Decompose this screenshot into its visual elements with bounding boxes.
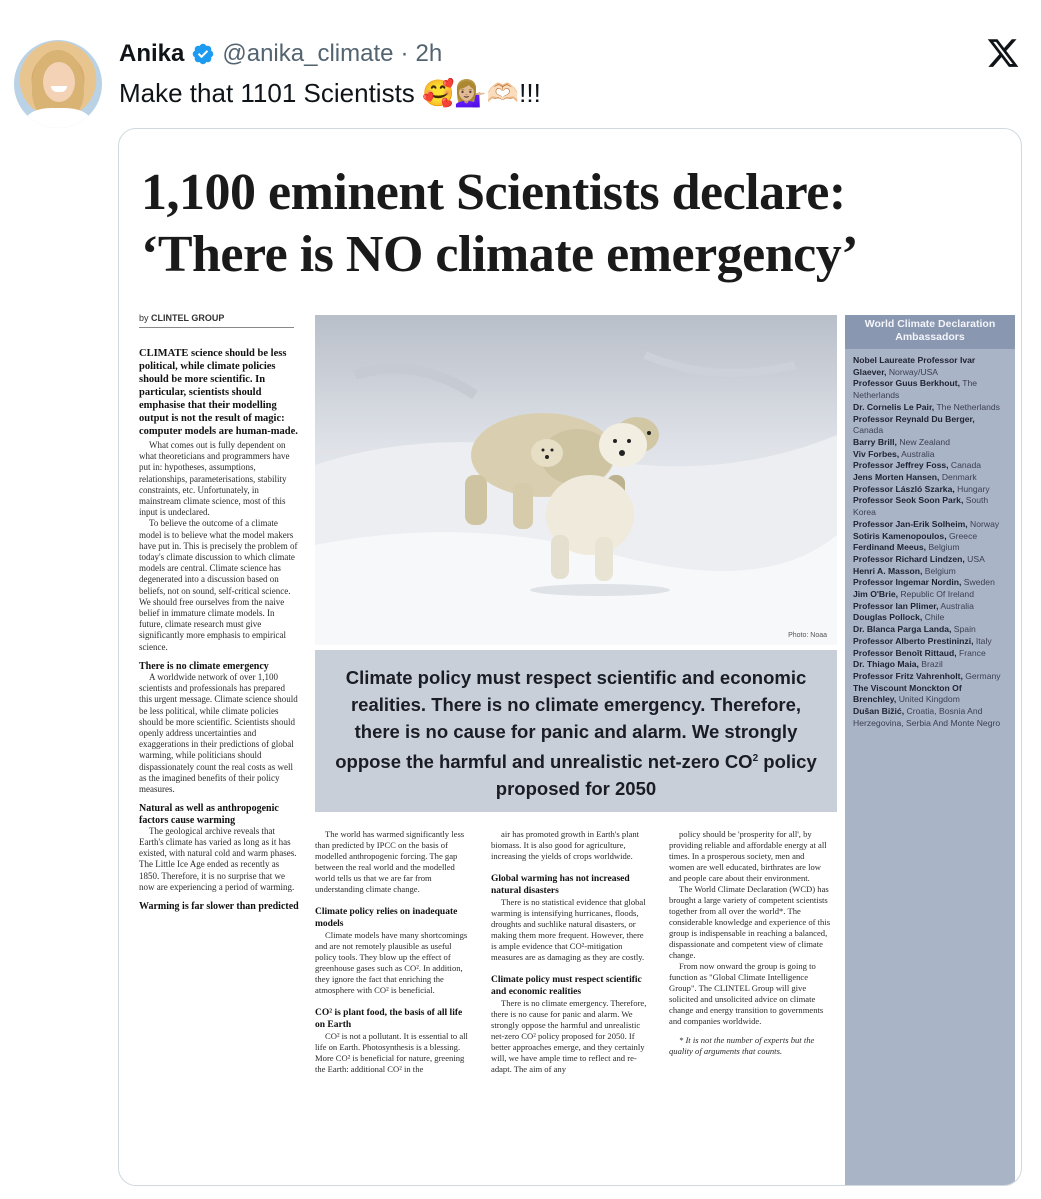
ambassador-entry: [853, 671, 1007, 683]
ambassador-entry: [853, 589, 1007, 601]
subheading-warming-slower: Warming is far slower than predicted: [139, 900, 299, 912]
ambassador-name: Dušan Bižić,: [853, 706, 905, 717]
ambassador-location: South Korea: [853, 495, 989, 518]
ambassador-name: Henri A. Masson,: [853, 565, 923, 576]
ambassador-entry: [853, 648, 1007, 660]
ambassador-location: Germany: [965, 670, 1001, 681]
ambassador-name: Douglas Pollock,: [853, 612, 923, 623]
ambassador-location: Sweden: [963, 577, 995, 588]
ambassador-entry: [853, 495, 1007, 518]
ambassador-location: Norway: [970, 518, 1000, 529]
c2-paragraph-1: The world has warmed significantly less than predicted by IPCC on the basis of modelled anthropogenic forcing. The gap between the real world and the modelled world tells us that we are far from understanding climate change.: [315, 829, 465, 894]
ambassador-location: The Netherlands: [853, 378, 978, 401]
ambassador-entry: [853, 355, 1007, 378]
ambassador-location: Australia: [901, 448, 935, 459]
newspaper-article: [119, 129, 1022, 1186]
column-2: [315, 829, 473, 1075]
author-handle[interactable]: @anika_climate: [222, 40, 394, 67]
ambassador-name: Viv Forbes,: [853, 448, 900, 459]
ambassador-location: The Netherlands: [936, 401, 1000, 412]
ambassador-name: Ferdinand Meeus,: [853, 542, 927, 553]
col1-paragraph-1: What comes out is fully dependent on what theoreticians and programmers have put in: hypotheses, assumptions, relationships, parameterisations, stability constraints, etc. Unfortunately, in mainstream climate science, most of this input is undeclared.: [139, 440, 290, 518]
timestamp[interactable]: 2h: [415, 40, 443, 67]
subheading-plant-food: CO² is plant food, the basis of all life on Earth: [315, 1008, 463, 1030]
article-headline-line1: 1,100 eminent Scientists declare:: [141, 164, 846, 221]
ambassador-location: Chile: [924, 612, 945, 623]
byline-author: CLINTEL GROUP: [151, 313, 225, 323]
ambassador-location: Republic Of Ireland: [900, 589, 974, 600]
ambassador-entry: [853, 484, 1007, 496]
ambassador-name: Dr. Cornelis Le Pair,: [853, 401, 935, 412]
ambassador-name: Barry Brill,: [853, 436, 897, 447]
profile-avatar[interactable]: [14, 40, 102, 128]
ambassador-entry: [853, 437, 1007, 449]
ambassador-entry: [853, 378, 1007, 401]
ambassador-name: Nobel Laureate Professor Ivar Glaever,: [853, 355, 976, 377]
ambassador-name: Dr. Blanca Parga Landa,: [853, 624, 952, 635]
ambassador-name: Professor Richard Lindzen,: [853, 553, 965, 564]
ambassador-entry: [853, 683, 1007, 706]
c4-paragraph-3: From now onward the group is going to function as "Global Climate Intelligence Group". The CLINTEL Group will give solicited and unsolicited advice on climate change and energy transition to governments and companies worldwide.: [669, 961, 824, 1026]
ambassador-location: France: [959, 647, 986, 658]
col1-paragraph-2: To believe the outcome of a climate model is to believe what the model makers have put in. This is precisely the problem of today's climate discussion to which climate models are central. Climate science has degenerated into a discussion based on beliefs, not on sound, self-critical science. We should free ourselves from the naive belief in immature climate models. In future, climate research must give significantly more emphasis to empirical science.: [139, 518, 298, 652]
ambassador-name: Jim O'Brie,: [853, 589, 899, 600]
ambassador-name: Jens Morten Hansen,: [853, 472, 940, 483]
subheading-respect-realities: Climate policy must respect scientific and economic realities: [491, 975, 642, 997]
subheading-natural-disasters: Global warming has not increased natural disasters: [491, 874, 630, 896]
c3-paragraph-2: There is no statistical evidence that global warming is intensifying hurricanes, floods, droughts and suchlike natural disasters, or making them more frequent. However, there is ample evidence that CO²-mitigation measures are as damaging as they are costly.: [491, 897, 646, 962]
byline: [139, 313, 224, 323]
ambassador-location: Spain: [953, 624, 976, 635]
ambassador-entry: [853, 577, 1007, 589]
avatar-shirt: [26, 108, 90, 128]
verified-badge-icon[interactable]: [191, 42, 215, 66]
ambassador-name: Professor Guus Berkhout,: [853, 378, 960, 389]
pull-quote-text: Climate policy must respect scientific and economic realities. There is no climate emergency. Therefore, there is no cause for panic and alarm. We strongly oppose the harmful and unrealistic net-zero CO: [335, 667, 807, 773]
ambassador-entry: [853, 402, 1007, 414]
ambassador-location: Australia: [940, 600, 974, 611]
polar-bears-illustration: [315, 315, 837, 645]
ambassador-entry: [853, 542, 1007, 554]
byline-prefix: by: [139, 313, 149, 323]
column-1: [139, 347, 299, 912]
c3-paragraph-3: There is no climate emergency. Therefore, there is no cause for panic and alarm. We strongly oppose the harmful and unrealistic net-zero CO² policy proposed for 2050. If better approaches emerge, and they certainly will, we have ample time to reflect and re-adapt. The aim of any: [491, 998, 647, 1074]
sidebar-title: World Climate Declaration Ambassadors: [845, 315, 1015, 349]
ambassador-location: Croatia, Bosnia And Herzegovina, Serbia And Monte Negro: [853, 706, 1001, 728]
ambassador-entry: [853, 636, 1007, 648]
x-logo-icon[interactable]: [986, 36, 1020, 70]
tweet-header: [119, 38, 442, 70]
footnote: * It is not the number of experts but the quality of arguments that counts.: [669, 1035, 815, 1056]
ambassador-location: Greece: [948, 530, 978, 541]
ambassador-entry: [853, 414, 1007, 437]
ambassador-location: United Kingdom: [898, 694, 960, 705]
ambassador-name: Professor Seok Soon Park,: [853, 495, 964, 506]
separator-dot: ·: [400, 40, 409, 67]
ambassador-location: Belgium: [924, 565, 956, 576]
col1-paragraph-4: The geological archive reveals that Earth's climate has varied as long as it has existed, with natural cold and warm phases. The Little Ice Age ended as recently as 1850. Therefore, it is no surprise that we now are experiencing a period of warming.: [139, 825, 297, 892]
c4-paragraph-1: policy should be 'prosperity for all', by providing reliable and affordable energy at all times. In a prosperous society, men and women are well educated, birthrates are low and people care about their environment.: [669, 829, 827, 883]
ambassador-location: USA: [967, 553, 985, 564]
pull-quote-end: policy proposed for 2050: [495, 751, 817, 800]
ambassador-name: Professor Reynald Du Berger,: [853, 413, 975, 424]
ambassador-location: Brazil: [921, 659, 943, 670]
ambassador-entry: [853, 472, 1007, 484]
photo-credit: Photo: Noaa: [788, 632, 827, 639]
ambassador-name: Professor Jan-Erik Solheim,: [853, 518, 968, 529]
ambassador-location: Denmark: [941, 472, 977, 483]
article-lead: CLIMATE science should be less political, while climate policies should be more scientific. In particular, scientists should emphasise that their modelling output is not the result of magic: computer models are human-made.: [139, 348, 298, 437]
ambassador-entry: [853, 449, 1007, 461]
ambassador-entry: [853, 460, 1007, 472]
subheading-no-emergency: There is no climate emergency: [139, 660, 269, 672]
ambassador-entry: [853, 554, 1007, 566]
article-headline-line2: ‘There is NO climate emergency’: [141, 226, 859, 283]
ambassador-name: Professor Fritz Vahrenholt,: [853, 670, 963, 681]
pull-quote-superscript: 2: [752, 753, 759, 764]
ambassador-entry: [853, 659, 1007, 671]
ambassador-location: Canada: [853, 425, 884, 436]
ambassador-name: Professor Benoît Rittaud,: [853, 647, 957, 658]
subheading-inadequate-models: Climate policy relies on inadequate models: [315, 907, 458, 929]
byline-rule: [139, 327, 294, 328]
ambassador-name: Sotiris Kamenopoulos,: [853, 530, 947, 541]
column-3: [491, 829, 651, 1075]
ambassador-location: Norway/USA: [888, 366, 939, 377]
attached-image[interactable]: [118, 128, 1022, 1186]
ambassador-name: Professor Ian Plimer,: [853, 600, 939, 611]
ambassador-entry: [853, 566, 1007, 578]
c4-paragraph-2: The World Climate Declaration (WCD) has brought a large variety of competent scientists together from all over the world*. The considerable knowledge and experience of this group is indispensable in reaching a balanced, dispassionate and competent view of climate change.: [669, 884, 831, 960]
ambassador-name: Professor Alberto Prestininzi,: [853, 635, 974, 646]
ambassadors-sidebar: [845, 315, 1015, 1185]
ambassador-location: Hungary: [957, 483, 990, 494]
ambassador-name: Professor László Szarka,: [853, 483, 955, 494]
ambassador-name: Professor Ingemar Nordin,: [853, 577, 962, 588]
ambassador-location: Belgium: [928, 542, 960, 553]
ambassador-entry: [853, 612, 1007, 624]
column-4: [669, 829, 831, 1057]
ambassador-entry: [853, 706, 1007, 729]
subheading-natural-factors: Natural as well as anthropogenic factors cause warming: [139, 803, 279, 826]
ambassador-entry: [853, 624, 1007, 636]
ambassador-name: The Viscount Monckton Of Brenchley,: [853, 682, 962, 705]
ambassador-location: Canada: [950, 460, 982, 471]
ambassador-list: [845, 349, 1015, 730]
author-name[interactable]: Anika: [119, 40, 185, 67]
ambassador-entry: [853, 519, 1007, 531]
c2-paragraph-2: Climate models have many shortcomings and are not remotely plausible as useful policy tools. They blow up the effect of greenhouse gases such as CO². In addition, they ignore the fact that enriching the atmosphere with CO² is beneficial.: [315, 930, 468, 995]
ambassador-location: New Zealand: [899, 436, 950, 447]
polar-bears-photo: [315, 315, 837, 645]
ambassador-name: Dr. Thiago Maia,: [853, 659, 919, 670]
col1-paragraph-3: A worldwide network of over 1,100 scientists and professionals has prepared this urgent message. Climate science should be less political, while climate policies should be more scientific. Scientists should openly address uncertainties and exaggerations in their predictions of global warming, while politicians should dispassionately count the real costs as well as the imagined benefits of their policy measures.: [139, 672, 298, 795]
c3-paragraph-1: air has promoted growth in Earth's plant biomass. It is also good for agriculture, increasing the yields of crops worldwide.: [491, 829, 640, 861]
ambassador-entry: [853, 531, 1007, 543]
c2-paragraph-3: CO² is not a pollutant. It is essential to all life on Earth. Photosynthesis is a blessing. More CO² is beneficial for nature, greening the Earth: additional CO² in the: [315, 1031, 468, 1074]
tweet-text: Make that 1101 Scientists 🥰💁🏼‍♀️🫶🏻!!!: [119, 78, 541, 108]
avatar-face: [43, 62, 75, 102]
ambassador-entry: [853, 601, 1007, 613]
ambassador-location: Italy: [975, 635, 992, 646]
pull-quote: [315, 650, 837, 812]
ambassador-name: Professor Jeffrey Foss,: [853, 460, 949, 471]
